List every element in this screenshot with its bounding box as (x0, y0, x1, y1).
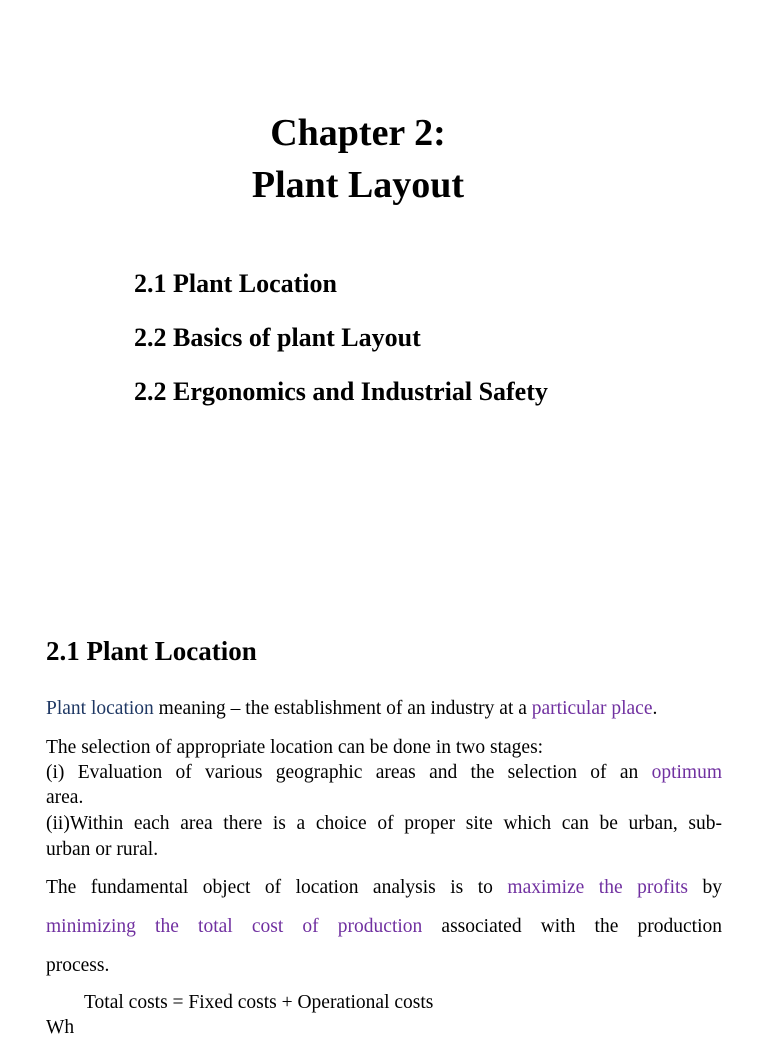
objective-line-1 (46, 875, 722, 900)
stage-one-text: (i) Evaluation of various geographic areas and the selection of an (46, 762, 652, 783)
cost-formula: Total costs = Fixed costs + Operational costs (84, 992, 434, 1013)
definition-text: meaning – the establishment of an industry at a (153, 698, 532, 719)
toc-item: 2.2 Ergonomics and Industrial Safety (134, 377, 548, 406)
term-plant-location: Plant location (46, 698, 154, 719)
objective-line-2 (46, 914, 722, 939)
definition-end: . (652, 698, 658, 719)
objective-text: The fundamental object of location analysis is to (46, 877, 508, 898)
stage-one-end: area. (46, 787, 84, 808)
definition-paragraph (46, 696, 722, 721)
highlight-particular-place: particular place (531, 698, 653, 719)
highlight-minimizing-cost: minimizing the total cost of production (46, 916, 423, 937)
highlight-maximize-profits: maximize the profits (507, 877, 689, 898)
stage-one-line (46, 760, 722, 785)
stage-two-end: urban or rural. (46, 839, 159, 860)
toc-item: 2.2 Basics of plant Layout (134, 323, 421, 352)
objective-line-3: process. (46, 955, 110, 976)
chapter-name: Plant Layout (251, 164, 465, 206)
cut-off-text: Wh (46, 1017, 75, 1038)
objective-text-2: associated with the production (422, 916, 722, 937)
stage-two-line: (ii)Within each area there is a choice of proper site which can be urban, sub- (46, 813, 722, 834)
stages-intro: The selection of appropriate location can be done in two stages: (46, 737, 544, 758)
objective-by: by (688, 877, 723, 898)
section-heading: 2.1 Plant Location (46, 636, 257, 666)
highlight-optimum: optimum (651, 762, 722, 783)
toc-item: 2.1 Plant Location (134, 269, 337, 298)
chapter-number: Chapter 2: (270, 112, 446, 154)
